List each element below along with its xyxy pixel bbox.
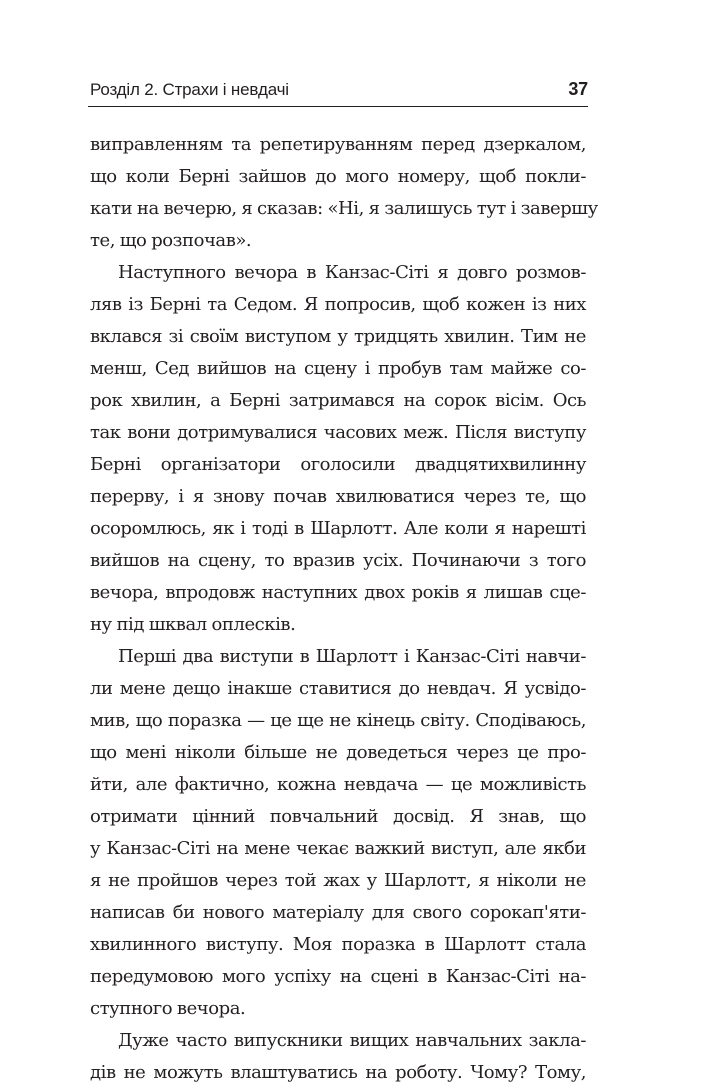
header-rule	[88, 106, 588, 107]
text-line: у Канзас-Сіті на мене чекає важкий виступ, але якби	[90, 838, 586, 859]
text-line: йти, але фактично, кожна невдача — це можливість	[90, 774, 586, 795]
text-line: вийшов на сцену, то вразив усіх. Починаючи з того	[90, 550, 586, 571]
chapter-title: Розділ 2. Страхи і невдачі	[90, 80, 289, 99]
text-line: Перші два виступи в Шарлотт і Канзас-Сіті навчи-	[118, 646, 586, 667]
text-line: Дуже часто випускники вищих навчальних заклa-	[118, 1030, 586, 1051]
text-line: перерву, і я знову почав хвилюватися через те, що	[90, 486, 586, 507]
text-line: осоромлюсь, як і тоді в Шарлотт. Але коли я нарешті	[90, 518, 586, 539]
text-line: написав би нового матеріалу для свого сорокап'яти-	[90, 902, 586, 923]
text-line: рок хвилин, а Берні затримався на сорок вісім. Ось	[90, 390, 586, 411]
text-line: Наступного вечора в Канзас-Сіті я довго розмов-	[118, 262, 586, 283]
text-line: так вони дотримувалися часових меж. Після виступу	[90, 422, 586, 443]
text-line: я не пройшов через той жах у Шарлотт, я ніколи не	[90, 870, 586, 891]
text-line: хвилинного виступу. Моя поразка в Шарлотт стала	[90, 934, 586, 955]
text-line: передумовою мого успіху на сцені в Канзас-Сіті на-	[90, 966, 586, 987]
text-line: виправленням та репетируванням перед дзеркалом,	[90, 134, 586, 155]
text-line: ну під шквал оплесків.	[90, 614, 296, 635]
page-number: 37	[568, 79, 588, 99]
text-line: що мені ніколи більше не доведеться через це про-	[90, 742, 586, 763]
text-line: Берні організатори оголосили двадцятихвилинну	[90, 454, 586, 475]
text-line: ступного вечора.	[90, 998, 246, 1019]
text-line: дів не можуть влаштуватись на роботу. Чому? Тому,	[90, 1062, 586, 1083]
text-line: ляв із Берні та Седом. Я попросив, щоб кожен із них	[90, 294, 586, 315]
text-line: кати на вечерю, я сказав: «Ні, я залишусь тут і завершу	[90, 198, 598, 219]
text-line: мив, що поразка — це ще не кінець світу. Сподіваюсь,	[90, 710, 586, 731]
text-line: вечора, впродовж наступних двох років я лишав сце-	[90, 582, 586, 603]
text-line: ли мене дещо інакше ставитися до невдач. Я усвідо-	[90, 678, 586, 699]
text-line: отримати цінний повчальний досвід. Я знав, що	[90, 806, 586, 827]
text-line: що коли Берні зайшов до мого номеру, щоб покли-	[90, 166, 586, 187]
text-line: вклався зі своїм виступом у тридцять хвилин. Тим не	[90, 326, 586, 347]
text-line: менш, Сед вийшов на сцену і пробув там майже со-	[90, 358, 586, 379]
text-line: те, що розпочав».	[90, 230, 252, 251]
